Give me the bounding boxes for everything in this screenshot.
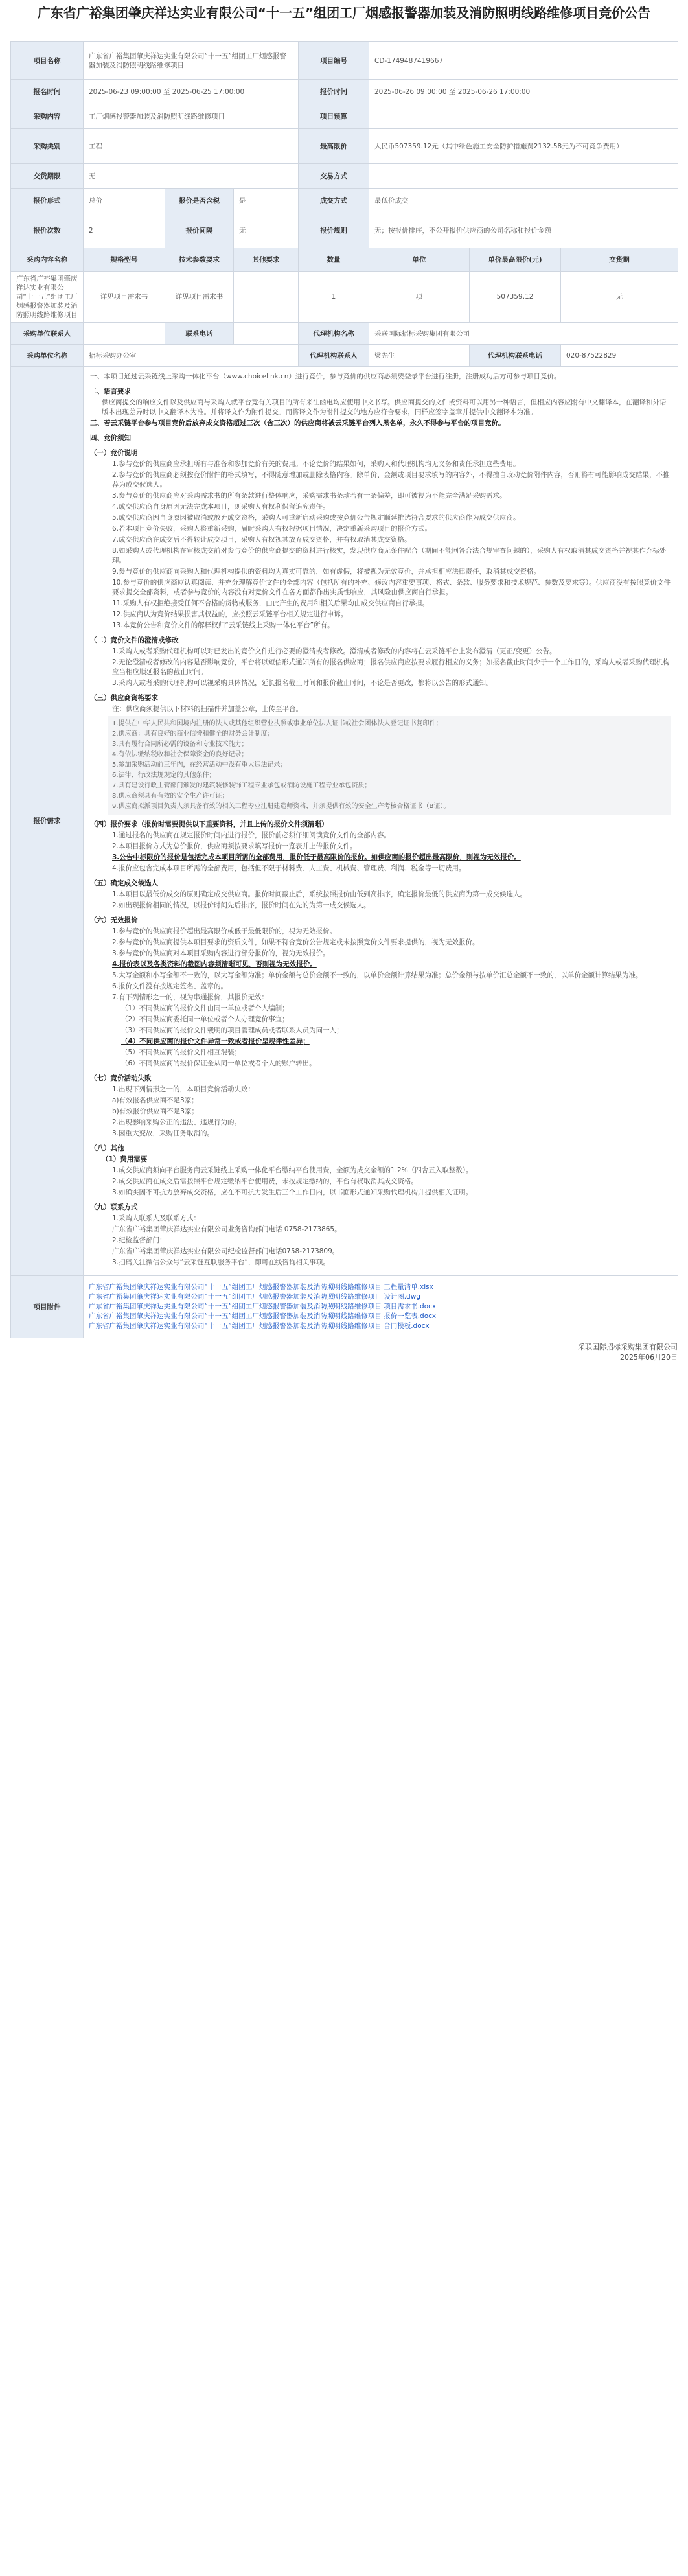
project-name: 广东省广裕集团肇庆祥达实业有限公司“十一五”组团工厂烟感报警器加装及消防照明线路维修项目 xyxy=(84,42,299,80)
items-header: 数量 xyxy=(299,248,369,272)
unit-contact xyxy=(84,323,165,345)
section-title: （三）供应商资格要求 xyxy=(90,694,158,702)
signup-time: 2025-06-23 09:00:00 至 2025-06-25 17:00:00 xyxy=(84,80,299,104)
list-item: 1.出现下列情形之一的，本项目竞价活动失败： xyxy=(112,1085,255,1093)
section-list xyxy=(90,927,671,1003)
list-item: 2.参与竞价的供应商必须按竞价附件的格式填写，不得随意增加或删除表格内容。除单价、金额或项目要求填写的内容外，不得擅自改动竞价附件内容，否则将有可能影响成交结果，不推荐为成交候选人。 xyxy=(112,471,670,489)
list-item: 2.成交供应商在成交后需按照平台规定缴纳平台使用费，未按规定缴纳的，平台有权取消其成交资格。 xyxy=(112,1178,419,1185)
section-title: （六）无效报价 xyxy=(90,916,138,924)
list-item: 3.参与竞价的供应商应对采购需求书的所有条款进行整体响应，采购需求书条款若有一条偏差，即可被视为不能完全满足采购需求。 xyxy=(112,492,507,500)
project-no: CD-1749487419667 xyxy=(369,42,678,80)
phone xyxy=(234,323,299,345)
list-item: 1.通过报名的供应商在规定报价时间内进行报价，报价前必须仔细阅读竞价文件的全部内容。 xyxy=(112,831,391,839)
list-item: 7.具有建设行政主管部门颁发的建筑装修装饰工程专业承包或消防设施工程专业承包资质； xyxy=(112,782,371,789)
item-cell xyxy=(234,272,299,323)
office-label: 采购单位名称 xyxy=(11,345,84,367)
items-row xyxy=(11,272,678,323)
qualification-box xyxy=(108,716,671,815)
item-cell: 广东省广裕集团肇庆祥达实业有限公司“十一五”组团工厂烟感报警器加装及消防照明线路维修项目 xyxy=(11,272,84,323)
list-item: 2.纪检监督部门： xyxy=(112,1236,166,1244)
list-item: 1.采购人或者采购代理机构可以对已发出的竞价文件进行必要的澄清或者修改。澄清或者修改的内容将在云采链平台上发布澄清（更正/变更）公告。 xyxy=(112,647,556,655)
items-header: 单位 xyxy=(369,248,470,272)
attachments-list xyxy=(84,1276,678,1338)
list-item: 1.参与竞价的供应商应承担所有与准备和参加竞价有关的费用。不论竞价的结果如何，采购人和代理机构均无义务和责任承担这些费用。 xyxy=(112,460,520,468)
section-list xyxy=(90,1166,671,1198)
agency: 采联国际招标采购集团有限公司 xyxy=(369,323,678,345)
item-cell: 详见项目需求书 xyxy=(84,272,165,323)
office: 招标采购办公室 xyxy=(84,345,299,367)
list-item: 2.如出现报价相同的情况，以报价时间先后排序，报价时间在先的为第一成交候选人。 xyxy=(112,901,371,909)
bid-rule: 无；按报价排序，不公开报价供应商的公司名称和报价金额 xyxy=(369,213,678,248)
list-item: 1.成交供应商须向平台服务商云采链线上采购一体化平台缴纳平台使用费，金额为成交金额的1.2%（四舍五入取整数）。 xyxy=(112,1166,473,1174)
agency-label: 代理机构名称 xyxy=(299,323,369,345)
footer-date: 2025年06月20日 xyxy=(620,1353,678,1362)
list-item: 1.参与竞价的供应商报价超出最高限价或低于最低限价的，视为无效报价。 xyxy=(112,927,337,935)
req-p1: 一、本项目通过云采链线上采购一体化平台（www.choicelink.cn）进行竞价，参与竞价的供应商必须要登录平台进行注册，注册成功后方可参与项目竞价。 xyxy=(90,373,561,380)
footer xyxy=(10,1342,678,1363)
list-item: 3.具有履行合同所必需的设备和专业技术能力； xyxy=(112,741,248,748)
list-item: 2.参与竞价的供应商提供本项目要求的资质文件，如果不符合竞价公告规定或未按照竞价文件要求提供的，视为无效报价。 xyxy=(112,938,479,946)
attachment-link[interactable]: 广东省广裕集团肇庆祥达实业有限公司“十一五”组团工厂烟感报警器加装及消防照明线路维修项目 合同模板.docx xyxy=(89,1322,430,1330)
list-item: 4.成交供应商自身原因无法完成本项目，则采购人有权利保留追究责任。 xyxy=(112,503,330,511)
phone-label: 联系电话 xyxy=(165,323,234,345)
items-header-row xyxy=(11,248,678,272)
delivery: 无 xyxy=(84,164,299,189)
agency-contact-label: 代理机构联系人 xyxy=(299,345,369,367)
section-subtitle: （1）费用需要 xyxy=(102,1155,148,1163)
list-item: 4.报价应包含完成本项目所需的全部费用，包括但不限于材料费、人工费、机械费、管理费、利润、税金等一切费用。 xyxy=(112,864,466,872)
list-item: 4.报价表以及各类资料的截图内容须清晰可见，否则视为无效报价。 xyxy=(112,960,317,968)
page-title: 广东省广裕集团肇庆祥达实业有限公司“十一五”组团工厂烟感报警器加装及消防照明线路维修项目竞价公告 xyxy=(37,5,651,21)
list-item: 3.扫码关注微信公众号“云采链互联服务平台”，即可在线咨询相关事项。 xyxy=(112,1259,330,1266)
list-item: b)有效报价供应商不足3家； xyxy=(112,1108,198,1115)
list-item: 6.报价文件没有按规定签名、盖章的。 xyxy=(112,982,228,990)
section-title: （八）其他 xyxy=(90,1144,124,1152)
list-item: 广东省广裕集团肇庆祥达实业有限公司纪检监督部门电话0758-2173809。 xyxy=(112,1247,339,1255)
section-list xyxy=(90,1004,671,1069)
items-header: 采购内容名称 xyxy=(11,248,84,272)
project-name-label: 项目名称 xyxy=(11,42,84,80)
req-p5: 四、竞价须知 xyxy=(90,434,131,442)
list-item: 5.大写金额和小写金额不一致的，以大写金额为准；单价金额与总价金额不一致的，以单价金额计算结果为准；总价金额与按单价汇总金额不一致的，以单价金额计算结果为准。 xyxy=(112,971,643,979)
list-item: （6）不同供应商的报价保证金从同一单位或者个人的账户转出。 xyxy=(121,1060,316,1067)
list-item: 10.参与竞价的供应商应认真阅读、并充分理解竞价文件的全部内容（包括所有的补充、修改内容重要事项、格式、条款、服务要求和技术规范、参数及要求等）。供应商没有按照竞价文件要求提交全部资料，或者参与竞价的内容没有对竞价文件在各方面都作出实质性响应，其风险由供应商自行承担。 xyxy=(112,579,671,596)
req-p3: 供应商提交的响应文件以及供应商与采购人就平台竞有关项目的所有来往函电均应使用中文书写。供应商提交的文件或资料可以用另一种语言，但相应内容应附有中文翻译本，在翻译和外语版本出现差异时以中文翻译本为准。并将译文作为附件提交。而将译文作为附件提交的地方应符合要求，同样应签字盖章并提供中文翻译本为准。 xyxy=(102,399,667,416)
list-item: 2.供应商：具有良好的商业信誉和健全的财务会计制度； xyxy=(112,730,274,737)
tax: 是 xyxy=(234,189,299,213)
list-item: 3.因重大变故，采购任务取消的。 xyxy=(112,1130,214,1137)
list-item: 3.参与竞价的供应商对本项目采购内容进行部分报价的，视为无效报价。 xyxy=(112,949,330,957)
attachments-label: 项目附件 xyxy=(11,1276,84,1338)
agency-phone-label: 代理机构联系电话 xyxy=(470,345,561,367)
bid-interval-label: 报价间隔 xyxy=(165,213,234,248)
requirements-body xyxy=(84,367,678,1276)
section-title: （二）竞价文件的澄清或修改 xyxy=(90,636,179,644)
list-item: 1.本项目以最低价成交的原则确定成交供应商。报价时间截止后，系统按照报价由低到高排序，确定报价最低的供应商为第一成交候选人。 xyxy=(112,890,527,898)
price-limit-label: 最高限价 xyxy=(299,129,369,164)
list-item: 8.如采购人或代理机构在审核成交前对参与竞价的供应商提交的资料进行核实，发现供应商无条件配合（期间不能回答合法合规审查问题的），采购人有权取消其成交资格并视其作弃标处理。 xyxy=(112,547,667,564)
attachment-link[interactable]: 广东省广裕集团肇庆祥达实业有限公司“十一五”组团工厂烟感报警器加装及消防照明线路维修项目 工程量清单.xlsx xyxy=(89,1283,433,1291)
list-item: 12.供应商认为竞价结果损害其权益的，应按照云采链平台相关规定进行申诉。 xyxy=(112,610,348,618)
items-header: 规格型号 xyxy=(84,248,165,272)
list-item: （1）不同供应商的报价文件由同一单位或者个人编制； xyxy=(121,1004,289,1012)
bid-time: 2025-06-26 09:00:00 至 2025-06-26 17:00:00 xyxy=(369,80,678,104)
attachment-link[interactable]: 广东省广裕集团肇庆祥达实业有限公司“十一五”组团工厂烟感报警器加装及消防照明线路维修项目 设计图.dwg xyxy=(89,1293,420,1301)
tax-label: 报价是否含税 xyxy=(165,189,234,213)
list-item: 11.采购人有权拒绝接受任何不合格的货物或服务，由此产生的费用和相关后果均由成交供应商自行承担。 xyxy=(112,599,430,607)
items-header: 技术参数要求 xyxy=(165,248,234,272)
list-item: （3）不同供应商的报价文件载明的项目管理成员或者联系人员为同一人； xyxy=(121,1027,343,1034)
section-title: （一）竞价说明 xyxy=(90,449,138,457)
items-header: 交货期 xyxy=(561,248,678,272)
list-item: 3.如确实因不可抗力放弃成交资格，应在不可抗力发生后三个工作日内，以书面形式通知采购代理机构并提供相关证明。 xyxy=(112,1189,473,1196)
attachment-link[interactable]: 广东省广裕集团肇庆祥达实业有限公司“十一五”组团工厂烟感报警器加装及消防照明线路维修项目 项目需求书.docx xyxy=(89,1303,437,1310)
list-item: 8.供应商须具有有效的安全生产许可证； xyxy=(112,793,229,800)
section-title: （九）联系方式 xyxy=(90,1203,138,1211)
item-cell: 1 xyxy=(299,272,369,323)
list-item: 1.提供在中华人民共和国境内注册的法人或其他组织营业执照或事业单位法人证书或社会团体法人登记证书复印件； xyxy=(112,720,442,727)
list-item: 9.参与竞价的供应商向采购人和代理机构提供的资料均为真实可靠的，如有虚假，将被视为无效竞价，并承担相应法律责任，取消其成交资格。 xyxy=(112,568,541,575)
list-item: 6.若本项目竞价失败，采购人将重新采购，届时采购人有权根据项目情况，决定重新采购项目的报价方式。 xyxy=(112,525,432,533)
info-table xyxy=(10,41,678,1338)
section-list xyxy=(90,831,671,874)
items-header: 其他要求 xyxy=(234,248,299,272)
list-item: 7.成交供应商在成交后不得转让成交项目，采购人有权视其放弃成交资格，并有权取消其成交资格。 xyxy=(112,536,411,544)
bid-form-label: 报价形式 xyxy=(11,189,84,213)
list-item: （2）不同供应商委托同一单位或者个人办理竞价事宜； xyxy=(121,1015,289,1023)
bid-form: 总价 xyxy=(84,189,165,213)
list-item: 4.有依法缴纳税收和社会保障资金的良好记录； xyxy=(112,751,248,758)
agency-contact: 梁先生 xyxy=(369,345,470,367)
list-item: 5.成交供应商因自身原因被取消或放弃成交资格，采购人可重新启动采购或按竞价公告规定顺延推选符合要求的供应商作为成交供应商。 xyxy=(112,514,520,522)
signup-time-label: 报名时间 xyxy=(11,80,84,104)
list-item: a)有效报名供应商不足3家； xyxy=(112,1097,198,1104)
req-p4: 三、若云采链平台参与项目竞价后放弃成交资格超过三次（含三次）的供应商将被云采链平台列入黑名单，永久不得参与平台的项目竞价。 xyxy=(90,419,505,427)
list-item: 9.供应商拟派项目负责人须具备有效的相关工程专业注册建造师资格，并须提供有效的安全生产考核合格证书（B证）。 xyxy=(112,803,450,810)
section-list xyxy=(90,890,671,911)
bid-method-label: 交易方式 xyxy=(299,164,369,189)
budget-label: 项目预算 xyxy=(299,104,369,129)
purchase-content-label: 采购内容 xyxy=(11,104,84,129)
unit-contact-label: 采购单位联系人 xyxy=(11,323,84,345)
req-p2: 二、语言要求 xyxy=(90,388,131,395)
section-list xyxy=(112,719,667,811)
project-no-label: 项目编号 xyxy=(299,42,369,80)
section-title: （七）竞价活动失败 xyxy=(90,1074,152,1082)
list-item: 2.出现影响采购公正的违法、违规行为的。 xyxy=(112,1119,242,1126)
item-cell: 详见项目需求书 xyxy=(165,272,234,323)
bid-rounds: 2 xyxy=(84,213,165,248)
list-item: 5.参加采购活动前三年内，在经营活动中没有重大违法记录； xyxy=(112,761,287,769)
items-header: 单价最高限价(元) xyxy=(470,248,561,272)
agency-phone: 020-87522829 xyxy=(561,345,678,367)
list-item: 1.采购人联系人及联系方式： xyxy=(112,1214,201,1222)
section-list xyxy=(90,1214,671,1268)
list-item: 广东省广裕集团肇庆祥达实业有限公司业务咨询部门电话 0758-2173865。 xyxy=(112,1225,341,1233)
item-cell: 项 xyxy=(369,272,470,323)
price-limit: 人民币507359.12元（其中绿色施工安全防护措施费2132.58元为不可竞争费用） xyxy=(369,129,678,164)
list-item: 2.无论澄清或者修改的内容是否影响竞价，平台将以短信形式通知所有的报名供应商；报名供应商应按要求履行相应的义务；如报名截止时间少于一个工作日的，采购人或者采购代理机构应当相应顺延报名的截止时间。 xyxy=(112,658,670,676)
item-cell: 无 xyxy=(561,272,678,323)
list-item: 3.采购人或者采购代理机构可以视采购具体情况，延长报名截止时间和报价截止时间，不论是否更改，都将以公告的形式通知。 xyxy=(112,679,493,687)
bid-interval: 无 xyxy=(234,213,299,248)
category: 工程 xyxy=(84,129,299,164)
category-label: 采购类别 xyxy=(11,129,84,164)
delivery-label: 交货期限 xyxy=(11,164,84,189)
list-item: （5）不同供应商的报价文件相互混装； xyxy=(121,1049,242,1056)
section-note: 注：供应商须提供以下材料的扫描件并加盖公章，上传至平台。 xyxy=(112,705,303,713)
budget xyxy=(369,104,678,129)
deal-type-label: 成交方式 xyxy=(299,189,369,213)
list-item: 2.本项目报价方式为总价报价，供应商须按要求填写报价一览表并上传报价文件。 xyxy=(112,842,357,850)
bid-rounds-label: 报价次数 xyxy=(11,213,84,248)
attachment-link[interactable]: 广东省广裕集团肇庆祥达实业有限公司“十一五”组团工厂烟感报警器加装及消防照明线路维修项目 报价一览表.docx xyxy=(89,1312,437,1320)
list-item: 7.有下列情形之一的，视为串通报价，其报价无效： xyxy=(112,993,269,1001)
item-cell: 507359.12 xyxy=(470,272,561,323)
deal-type: 最低价成交 xyxy=(369,189,678,213)
footer-org: 采联国际招标采购集团有限公司 xyxy=(578,1343,678,1351)
requirements-label: 报价需求 xyxy=(11,367,84,1276)
list-item: 3.公告中标限价的报价是包括完成本项目所需的全部费用，报价低于最高限价的报价。如供应商的报价超出最高限价，则视为无效报价。 xyxy=(112,853,521,861)
purchase-content: 工厂烟感报警器加装及消防照明线路维修项目 xyxy=(84,104,299,129)
bid-time-label: 报价时间 xyxy=(299,80,369,104)
list-item: 13.本竞价公告和竞价文件的解释权归“云采链线上采购一体化平台”所有。 xyxy=(112,621,334,629)
section-list xyxy=(90,459,671,631)
section-title: （四）报价要求（报价时需要提供以下重要资料，并且上传的报价文件须清晰） xyxy=(90,820,328,828)
list-item: 6.法律、行政法规规定的其他条件； xyxy=(112,772,216,779)
list-item: （4）不同供应商的报价文件异常一致或者报价呈规律性差异； xyxy=(121,1038,310,1045)
bid-method xyxy=(369,164,678,189)
section-title: （五）确定成交候选人 xyxy=(90,879,158,887)
bid-rule-label: 报价规则 xyxy=(299,213,369,248)
section-list xyxy=(90,647,671,688)
section-list xyxy=(90,1085,671,1139)
